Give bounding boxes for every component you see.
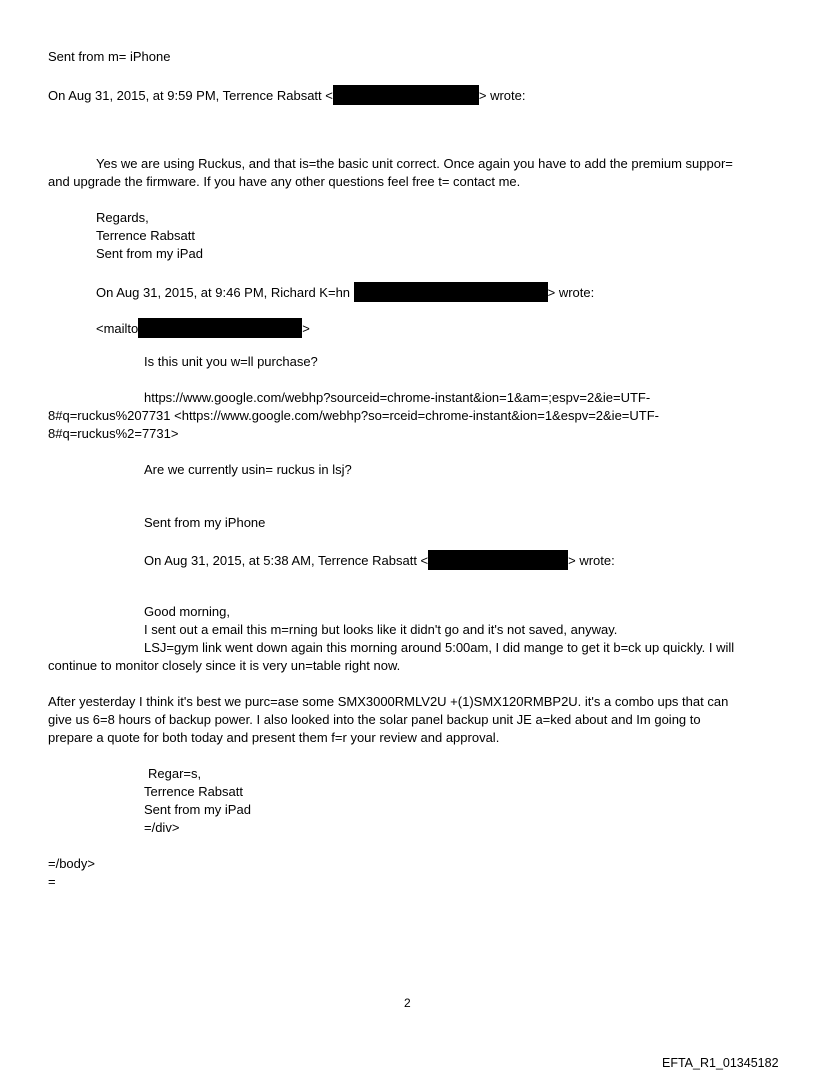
reply-header-suffix: > wrote: bbox=[547, 285, 595, 300]
document-id: EFTA_R1_01345182 bbox=[662, 1056, 779, 1070]
redaction-block bbox=[354, 282, 548, 302]
redaction-block bbox=[428, 550, 568, 570]
body-text: After yesterday I think it's best we purc=ase some SMX3000RMLV2U +(1)SMX120RMBP2U. it's a combo ups that can bbox=[48, 694, 729, 709]
body-text: continue to monitor closely since it is very un=table right now. bbox=[48, 658, 401, 673]
mailto-suffix: > bbox=[302, 321, 310, 336]
body-text: and upgrade the firmware. If you have any other questions feel free t= contact me. bbox=[48, 174, 521, 189]
reply-header-suffix: > wrote: bbox=[478, 88, 526, 103]
closing: Regar=s, bbox=[148, 766, 202, 781]
markup-text: =/body> bbox=[48, 856, 95, 871]
mailto-line bbox=[96, 318, 310, 338]
reply-header-suffix: > wrote: bbox=[568, 553, 615, 568]
reply-header-text: On Aug 31, 2015, at 9:59 PM, Terrence Rabsatt < bbox=[48, 88, 333, 103]
markup-text: =/div> bbox=[144, 820, 180, 835]
closing: Regards, bbox=[96, 210, 149, 225]
signature-line: Sent from my iPad bbox=[144, 802, 251, 817]
reply-header-text: On Aug 31, 2015, at 9:46 PM, Richard K=hn bbox=[96, 285, 354, 300]
signature-line: Sent from my iPhone bbox=[144, 515, 266, 530]
reply-header bbox=[48, 85, 525, 105]
reply-header-text: On Aug 31, 2015, at 5:38 AM, Terrence Rabsatt < bbox=[144, 553, 429, 568]
url-text: 8#q=ruckus%2=7731> bbox=[48, 426, 179, 441]
sender-name: Terrence Rabsatt bbox=[144, 784, 243, 799]
reply-header bbox=[96, 282, 594, 302]
signature-line: Sent from m= iPhone bbox=[48, 49, 171, 64]
url-text: 8#q=ruckus%207731 <https://www.google.com/webhp?so=rceid=chrome-instant&ion=1&espv=2&ie=UTF- bbox=[48, 408, 659, 423]
greeting: Good morning, bbox=[144, 604, 230, 619]
body-text: prepare a quote for both today and present them f=r your review and approval. bbox=[48, 730, 500, 745]
body-text: LSJ=gym link went down again this morning around 5:00am, I did mange to get it b=ck up quickly. I will bbox=[144, 640, 735, 655]
signature-line: Sent from my iPad bbox=[96, 246, 203, 261]
page-number: 2 bbox=[404, 996, 411, 1010]
body-text: I sent out a email this m=rning but looks like it didn't go and it's not saved, anyway. bbox=[144, 622, 618, 637]
reply-header bbox=[144, 550, 615, 570]
body-text: Are we currently usin= ruckus in lsj? bbox=[144, 462, 352, 477]
mailto-text: <mailto bbox=[96, 321, 139, 336]
body-text: give us 6=8 hours of backup power. I also looked into the solar panel backup unit JE a=ked about and Im going to bbox=[48, 712, 701, 727]
redaction-block bbox=[138, 318, 302, 338]
sender-name: Terrence Rabsatt bbox=[96, 228, 195, 243]
redaction-block bbox=[333, 85, 479, 105]
body-text: Yes we are using Ruckus, and that is=the basic unit correct. Once again you have to add the premium suppor= bbox=[96, 156, 733, 171]
markup-text: = bbox=[48, 874, 56, 889]
url-text: https://www.google.com/webhp?sourceid=chrome-instant&ion=1&am=;espv=2&ie=UTF- bbox=[144, 390, 651, 405]
body-text: Is this unit you w=ll purchase? bbox=[144, 354, 318, 369]
